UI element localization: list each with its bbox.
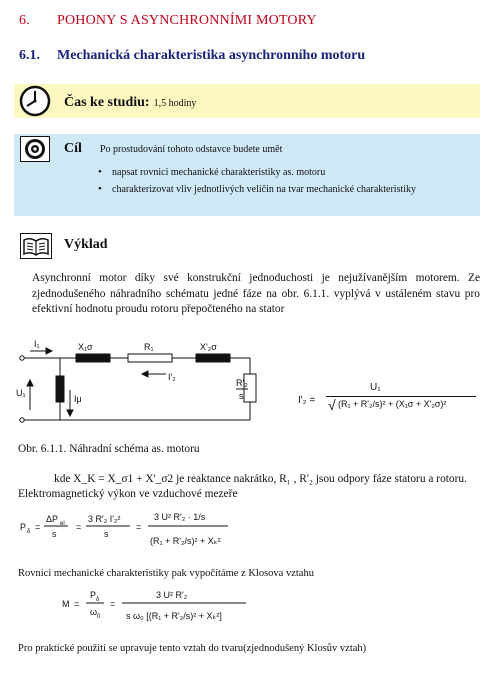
explanation-label: Výklad <box>64 237 108 252</box>
formula-current: I'₂ = U₁ (R₁ + R'₂/s)² + (X₁σ + X'₂σ)² √ <box>298 385 483 429</box>
svg-text:P: P <box>90 590 97 600</box>
svg-text:el: el <box>60 521 65 527</box>
svg-text:=: = <box>74 599 80 609</box>
equivalent-circuit-diagram <box>16 336 266 432</box>
chapter-number: 6. <box>19 13 30 28</box>
explanation-paragraph: Asynchronní motor díky své konstrukční jednoduchosti je nejužívanějším motorem. Ze zjednodušeného náhradního schématu jedné fáze na obr. 6.1.1. vyplývá v ustáleném stavu pro efektivní hodnotu proudu rotoru přepočteného na stator <box>32 272 480 315</box>
svg-text:s: s <box>52 529 57 539</box>
figure-caption: Obr. 6.1.1. Náhradní schéma as. motoru <box>18 443 200 455</box>
label-u1: U₁ <box>16 388 26 398</box>
goal-heading <box>64 139 282 157</box>
svg-text:δ: δ <box>27 529 31 535</box>
section-title <box>19 48 365 64</box>
svg-text:ΔP: ΔP <box>46 514 59 524</box>
label-x1s: X₁σ <box>78 342 93 352</box>
text-practical: Pro praktické použití se upravuje tento vztah do tvaru(zjednodušený Klosův vztah) <box>18 643 367 654</box>
label-r2s-num: R'₂ <box>236 378 248 388</box>
text-reactance: kde X_K = X_σ1 + X'_σ2 je reaktance nakrátko, R₁ , R'₂ jsou odpory fáze statoru a rotoru. <box>54 473 467 485</box>
text-power: Elektromagnetický výkon ve vzduchové mezeře <box>18 488 238 500</box>
svg-text:3 U² R'₂ · 1/s: 3 U² R'₂ · 1/s <box>154 512 206 522</box>
chapter-title <box>19 13 317 29</box>
svg-text:=: = <box>76 522 82 532</box>
svg-text:=: = <box>35 522 41 532</box>
formula-current-den: (R₁ + R'₂/s)² + (X₁σ + X'₂σ)² <box>338 399 447 409</box>
section-title-text: Mechanická charakteristika asynchronního motoru <box>57 48 366 63</box>
goal-intro: Po prostudování tohoto odstavce budete umět <box>99 144 283 155</box>
text-kloss: Rovnici mechanické charakteristiky pak vypočítáme z Klosova vztahu <box>18 568 314 579</box>
label-i2: I'₂ <box>168 372 176 382</box>
clock-icon <box>19 85 51 117</box>
svg-text:=: = <box>110 599 116 609</box>
chapter-title-text: POHONY S ASYNCHRONNÍMI MOTORY <box>57 13 317 28</box>
svg-text:3 U² R'₂: 3 U² R'₂ <box>156 590 188 600</box>
svg-text:ω: ω <box>90 607 98 617</box>
label-r1: R₁ <box>144 342 154 352</box>
target-icon <box>20 136 50 162</box>
svg-text:s: s <box>104 529 109 539</box>
study-time-label: Čas ke studiu: <box>64 95 150 110</box>
svg-text:P: P <box>20 522 27 532</box>
goal-item: • charakterizovat vliv jednotlivých veličin na tvar mechanické charakteristiky <box>98 181 416 198</box>
study-time-line <box>64 93 196 111</box>
section-number: 6.1. <box>19 48 40 63</box>
label-r2s-den: s <box>239 391 244 401</box>
svg-text:0: 0 <box>97 614 101 620</box>
svg-text:3 R'₂ I'₂²: 3 R'₂ I'₂² <box>88 514 121 524</box>
label-x2s: X'₂σ <box>200 342 217 352</box>
goal-label: Cíl <box>64 141 82 156</box>
svg-text:δ: δ <box>96 597 100 603</box>
formula-power <box>18 508 238 556</box>
svg-text:(R₁ + R'₂/s)² + Xₖ²: (R₁ + R'₂/s)² + Xₖ² <box>150 536 221 546</box>
formula-current-lhs: I'₂ = <box>298 395 316 406</box>
svg-text:=: = <box>136 522 142 532</box>
formula-kloss <box>60 585 250 631</box>
study-time-value: 1,5 hodiny <box>153 98 197 109</box>
book-icon <box>20 233 52 259</box>
goal-list <box>98 164 416 198</box>
formula-current-num: U₁ <box>370 382 381 393</box>
goal-item: • napsat rovnici mechanické charakteristiky as. motoru <box>98 164 416 181</box>
label-i1: I₁ <box>34 339 40 349</box>
svg-text:M: M <box>62 599 70 609</box>
label-iu: Iμ <box>74 394 82 404</box>
svg-text:s ω₀ [(R₁ + R'₂/s)² + Xₖ²]: s ω₀ [(R₁ + R'₂/s)² + Xₖ²] <box>126 611 222 621</box>
